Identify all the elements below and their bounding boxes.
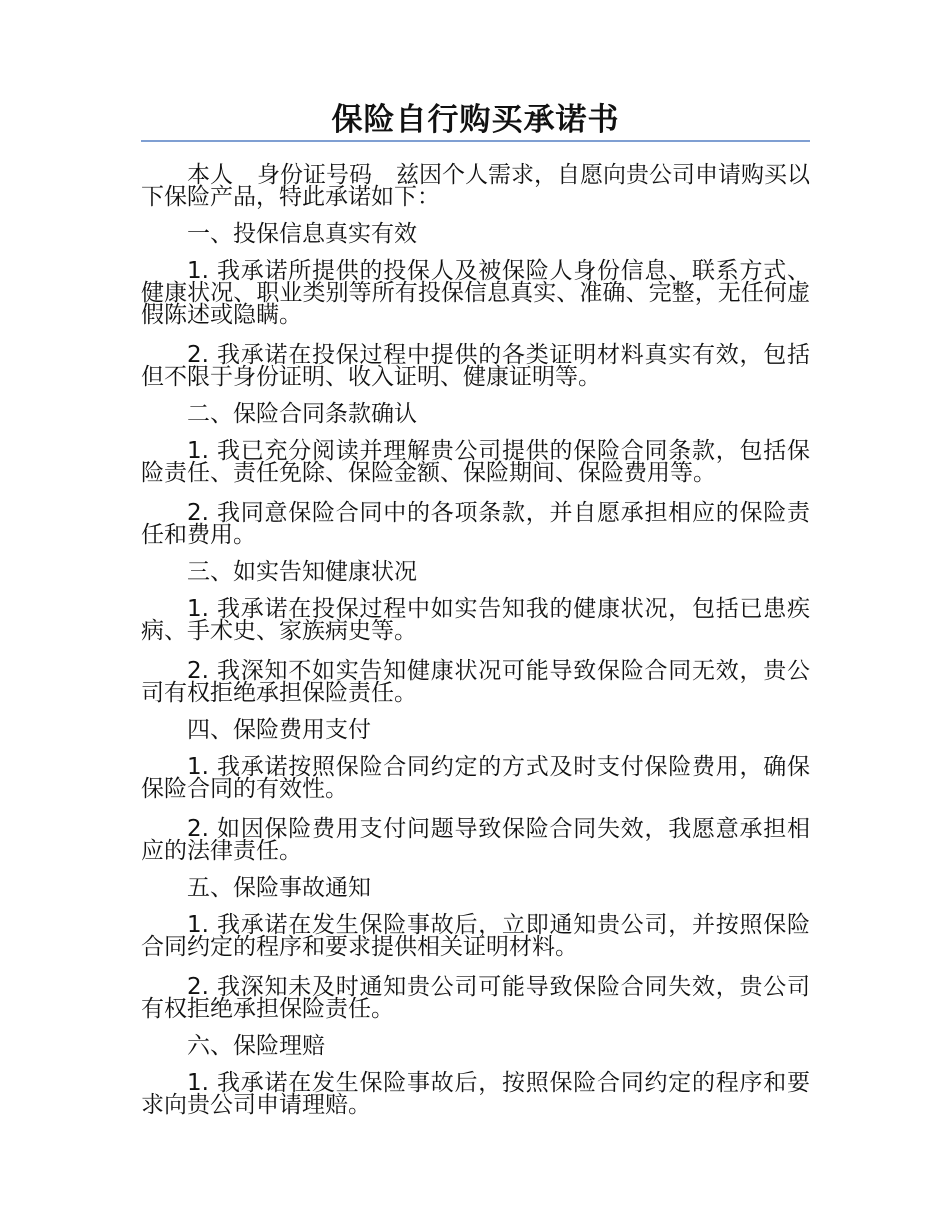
section-item: 1. 我承诺在投保过程中如实告知我的健康状况，包括已患疾病、手术史、家族病史等。 [141, 596, 810, 644]
title-underline [141, 140, 810, 142]
section-heading: 五、保险事故通知 [187, 875, 371, 901]
section-item: 2. 我深知未及时通知贵公司可能导致保险合同失效，贵公司有权拒绝承担保险责任。 [141, 974, 810, 1022]
section-item: 1. 我承诺在发生保险事故后，立即通知贵公司，并按照保险合同约定的程序和要求提供相关证明材料。 [141, 912, 810, 960]
intro-name-label: 本人 [187, 162, 233, 188]
section-heading: 四、保险费用支付 [187, 717, 371, 743]
section-item: 1. 我承诺在发生保险事故后，按照保险合同约定的程序和要求向贵公司申请理赔。 [141, 1070, 810, 1118]
section-heading: 三、如实告知健康状况 [187, 559, 417, 585]
section-heading: 六、保险理赔 [187, 1033, 325, 1059]
section-heading: 二、保险合同条款确认 [187, 401, 417, 427]
document-page [141, 100, 810, 1116]
intro-text: 兹因个人需求，自愿向贵公司申请购买以下保险产品，特此承诺如下： [141, 162, 810, 210]
section-heading: 一、投保信息真实有效 [187, 221, 417, 247]
intro-id-label: 身份证号码 [257, 162, 372, 188]
section-item: 1. 我承诺所提供的投保人及被保险人身份信息、联系方式、健康状况、职业类别等所有投保信息真实、准确、完整，无任何虚假陈述或隐瞒。 [141, 258, 810, 328]
intro-paragraph [141, 164, 810, 208]
section-item: 2. 我承诺在投保过程中提供的各类证明材料真实有效，包括但不限于身份证明、收入证明、健康证明等。 [141, 342, 810, 390]
section-item: 1. 我已充分阅读并理解贵公司提供的保险合同条款，包括保险责任、责任免除、保险金额、保险期间、保险费用等。 [141, 438, 810, 486]
section-item: 2. 如因保险费用支付问题导致保险合同失效，我愿意承担相应的法律责任。 [141, 816, 810, 864]
section-item: 1. 我承诺按照保险合同约定的方式及时支付保险费用，确保保险合同的有效性。 [141, 754, 810, 802]
section-item: 2. 我同意保险合同中的各项条款，并自愿承担相应的保险责任和费用。 [141, 500, 810, 548]
section-item: 2. 我深知不如实告知健康状况可能导致保险合同无效，贵公司有权拒绝承担保险责任。 [141, 658, 810, 706]
document-title: 保险自行购买承诺书 [331, 102, 620, 138]
